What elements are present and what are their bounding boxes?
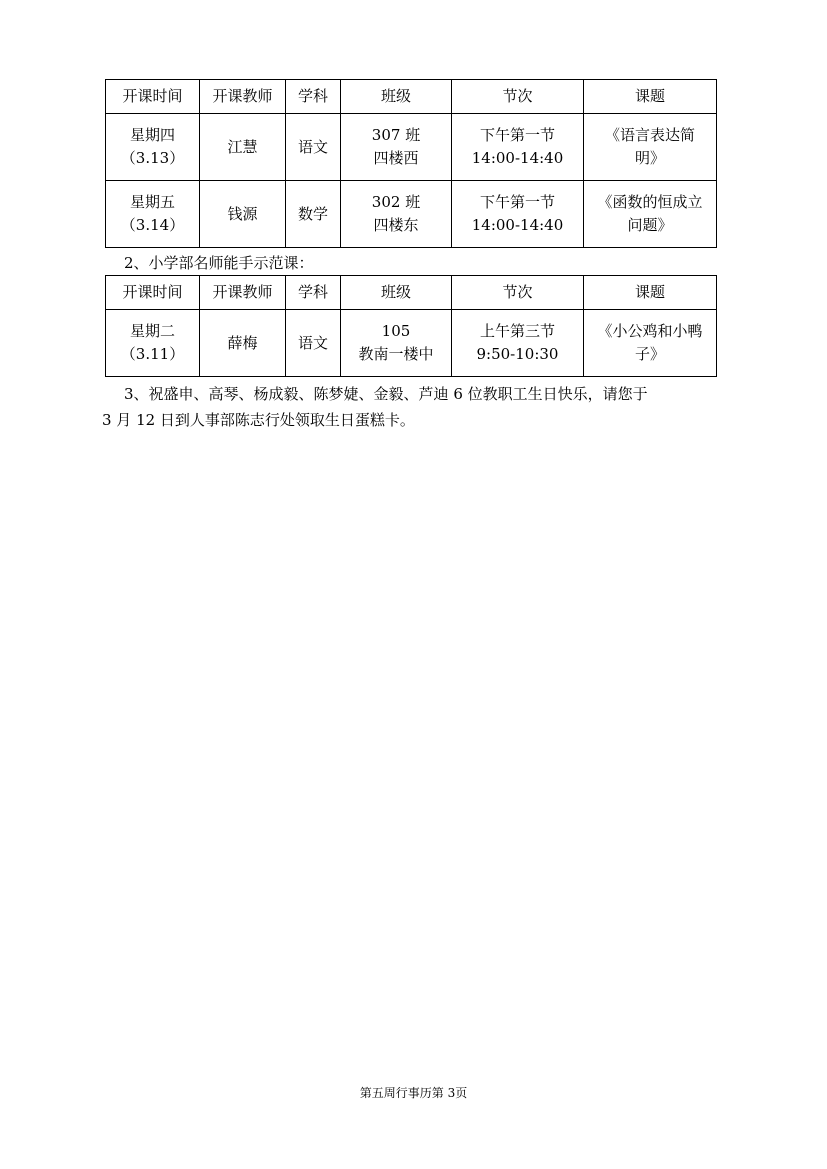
cell-time — [106, 114, 200, 181]
header-class: 班级 — [341, 80, 452, 114]
header-topic: 课题 — [584, 80, 717, 114]
time-day: 星期二 — [129, 322, 175, 340]
class-location: 四楼东 — [373, 216, 419, 234]
header-period: 节次 — [452, 276, 584, 310]
cell-time — [106, 310, 200, 377]
cell-teacher: 钱源 — [200, 181, 286, 248]
time-day: 星期五 — [129, 193, 175, 211]
period-time: 14:00-14:40 — [471, 216, 564, 234]
cell-subject: 数学 — [286, 181, 341, 248]
period-name: 下午第一节 — [479, 126, 555, 144]
class-number: 302 班 — [371, 193, 421, 211]
time-date: （3.14） — [120, 216, 185, 234]
cell-teacher: 江慧 — [200, 114, 286, 181]
period-name: 下午第一节 — [479, 193, 555, 211]
table-header-row — [106, 80, 717, 114]
period-time: 9:50-10:30 — [476, 345, 559, 363]
header-class: 班级 — [341, 276, 452, 310]
birthday-notice-line-2: 3 月 12 日到人事部陈志行处领取生日蛋糕卡。 — [102, 411, 415, 429]
section-2-title: 2、小学部名师能手示范课： — [124, 254, 314, 272]
header-time: 开课时间 — [106, 80, 200, 114]
topic-line-2: 明》 — [634, 149, 665, 167]
primary-school-demo-lesson-table — [105, 275, 717, 377]
header-time: 开课时间 — [106, 276, 200, 310]
cell-period — [452, 310, 584, 377]
cell-class — [341, 181, 452, 248]
topic-line-1: 《语言表达简 — [604, 126, 695, 144]
topic-line-2: 子》 — [634, 345, 665, 363]
cell-topic — [584, 181, 717, 248]
cell-topic — [584, 114, 717, 181]
cell-topic — [584, 310, 717, 377]
time-day: 星期四 — [129, 126, 175, 144]
period-time: 14:00-14:40 — [471, 149, 564, 167]
header-subject: 学科 — [286, 276, 341, 310]
header-topic: 课题 — [584, 276, 717, 310]
topic-line-2: 问题》 — [627, 216, 673, 234]
period-name: 上午第三节 — [479, 322, 555, 340]
cell-period — [452, 181, 584, 248]
cell-class — [341, 114, 452, 181]
time-date: （3.11） — [120, 345, 185, 363]
table-row — [106, 114, 717, 181]
header-teacher: 开课教师 — [200, 276, 286, 310]
class-number: 307 班 — [371, 126, 421, 144]
table-header-row — [106, 276, 717, 310]
cell-subject: 语文 — [286, 310, 341, 377]
cell-teacher: 薛梅 — [200, 310, 286, 377]
middle-school-demo-lesson-table — [105, 79, 717, 248]
cell-time — [106, 181, 200, 248]
time-date: （3.13） — [120, 149, 185, 167]
cell-class — [341, 310, 452, 377]
header-period: 节次 — [452, 80, 584, 114]
birthday-notice-line-1: 3、祝盛申、高琴、杨成毅、陈梦婕、金毅、芦迪 6 位教职工生日快乐，请您于 — [124, 385, 648, 403]
class-location: 四楼西 — [373, 149, 419, 167]
header-teacher: 开课教师 — [200, 80, 286, 114]
class-location: 教南一楼中 — [358, 345, 434, 363]
topic-line-1: 《小公鸡和小鸭 — [597, 322, 703, 340]
class-number: 105 — [381, 322, 411, 340]
page-footer: 第五周行事历第 3页 — [359, 1086, 468, 1100]
cell-subject: 语文 — [286, 114, 341, 181]
topic-line-1: 《函数的恒成立 — [597, 193, 703, 211]
table-row — [106, 310, 717, 377]
table-row — [106, 181, 717, 248]
header-subject: 学科 — [286, 80, 341, 114]
cell-period — [452, 114, 584, 181]
